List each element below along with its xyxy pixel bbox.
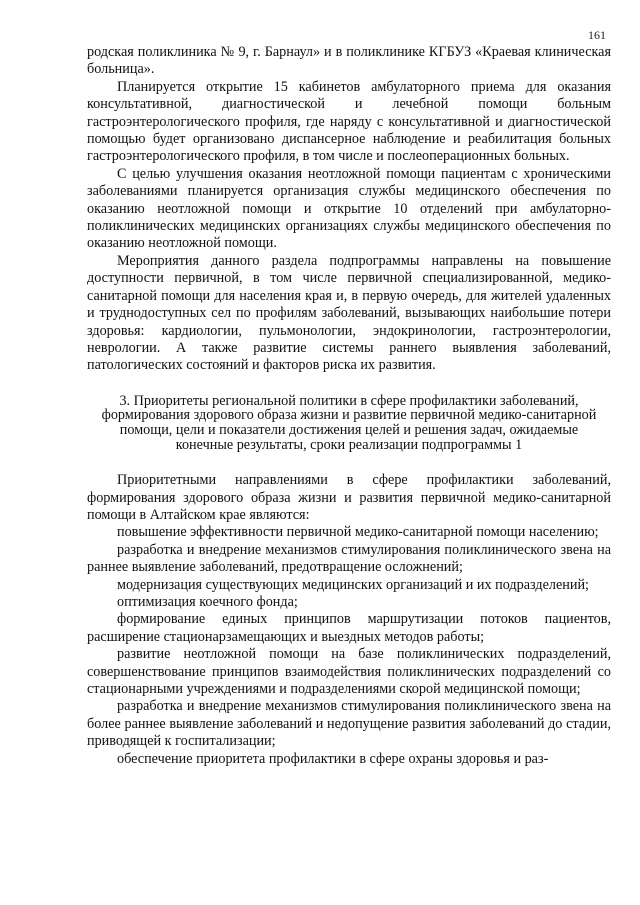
list-item: разработка и внедрение механизмов стимулирования поликлинического звена на раннее выявление заболеваний, предотвращение осложнений; [87,541,611,576]
list-item: разработка и внедрение механизмов стимулирования поликлинического звена на более раннее выявление заболеваний и недопущение развития заболеваний до стадии, приводящей к госпитализации; [87,698,611,750]
list-item: развитие неотложной помощи на базе поликлинических подразделений, совершенствование принципов взаимодействия поликлинических подразделений со стационарными учреждениями и подразделениями скорой медицинской помощи; [87,646,611,697]
document-body [87,44,611,768]
paragraph-priorities-intro: Приоритетными направлениями в сфере профилактики заболеваний, формирования здорового образа жизни и развития первичной медико-санитарной помощи в Алтайском крае являются: [87,472,611,523]
paragraph-emergency-care: С целью улучшения оказания неотложной помощи пациентам с хроническими заболеваниями планируется организация службы медицинского обеспечения по оказанию неотложной помощи и открытие 10 отделений при амбулаторно-поликлинических медицинских организациях службы медицинского обеспечения по оказанию неотложной помощи. [87,165,611,252]
paragraph-subprogram-measures: Мероприятия данного раздела подпрограммы направлены на повышение доступности первичной, в том числе первичной специализированной, медико-санитарной помощи для населения края и, в первую очередь, для жителей удаленных и труднодоступных сел по профилям заболеваний, вызывающих наибольшие потери здоровья: кардиологии, пульмонологии, эндокринологии, гастроэнтерологии, неврологии. А также развитие системы раннего выявления заболеваний, патологических состояний и факторов риска их развития. [87,252,611,374]
section-heading [87,394,611,452]
list-item: повышение эффективности первичной медико-санитарной помощи населению; [117,524,599,541]
paragraph-gastro-cabinets: Планируется открытие 15 кабинетов амбулаторного приема для оказания консультативной, диагностической и лечебной помощи больным гастроэнтерологического профиля, где наряду с консультативной и диагностической помощью будет организовано диспансерное наблюдение и реабилитация больных гастроэнтерологического профиля, в том числе и послеоперационных больных. [87,78,611,165]
list-item: формирование единых принципов маршрутизации потоков пациентов, расширение стационарзамещающих и выездных методов работы; [87,611,611,645]
paragraph-continuation: родская поликлиника № 9, г. Барнаул» и в поликлинике КГБУЗ «Краевая клиническая больница». [87,44,611,78]
section-heading-text: 3. Приоритеты региональной политики в сфере профилактики заболеваний, формирования здорового образа жизни и развитие первичной медико-санитарной помощи, цели и показатели достижения целей и решения задач, ожидаемые конечные результаты, сроки реализации подпрограммы 1 [101,392,597,453]
page-number: 161 [588,28,606,42]
list-item: обеспечение приоритета профилактики в сфере охраны здоровья и раз- [117,750,549,767]
list-item: оптимизация коечного фонда; [117,593,298,610]
list-item: модернизация существующих медицинских организаций и их подразделений; [117,576,589,593]
